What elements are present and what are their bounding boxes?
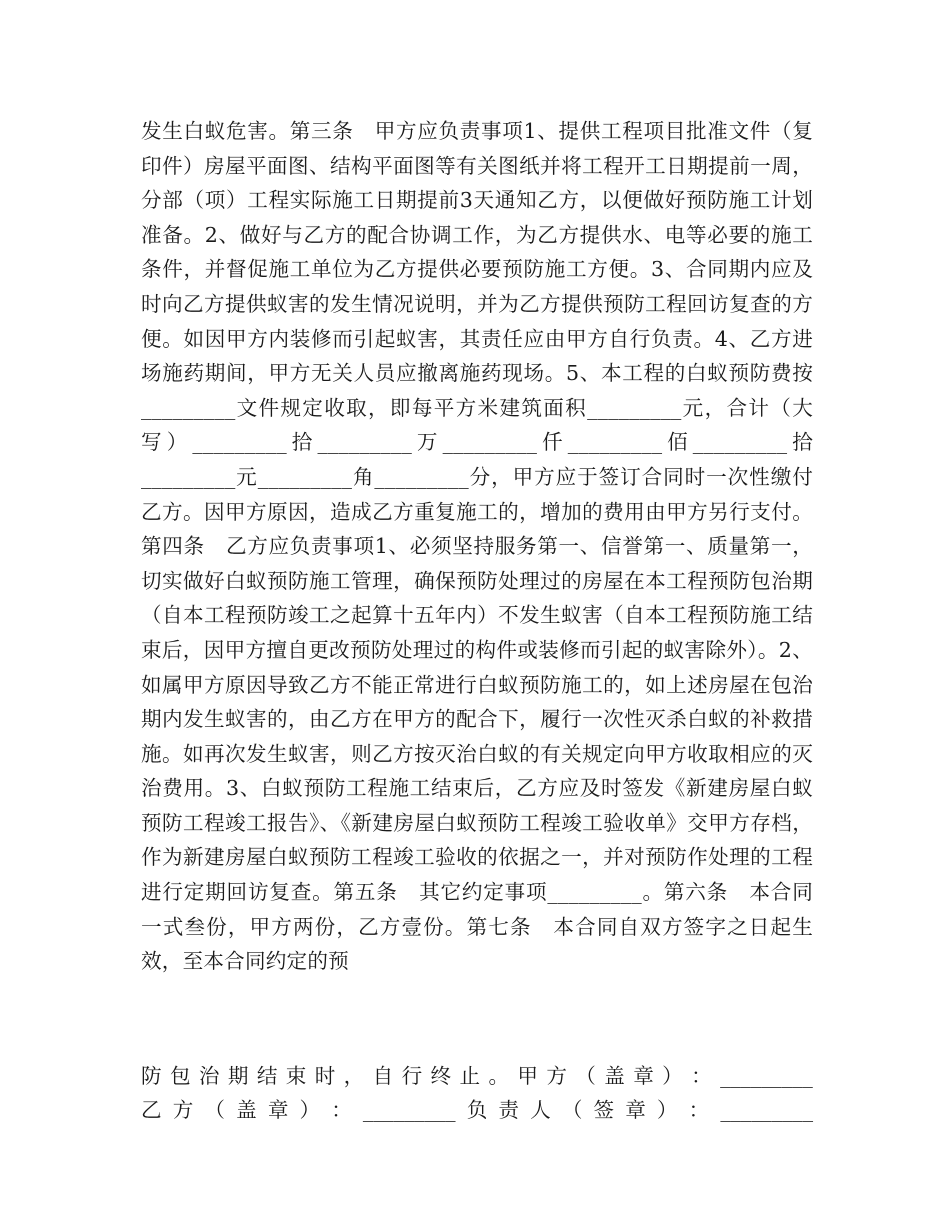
sign-char: （ (575, 1064, 596, 1088)
sign-char: 方 (172, 1098, 194, 1122)
sign-char: 治 (198, 1064, 220, 1088)
sign-char: （ (204, 1098, 225, 1122)
sign-char: ） (299, 1098, 321, 1122)
sign-char: 方 (546, 1064, 567, 1088)
sign-char: 结 (256, 1064, 278, 1088)
sign-char: ） (656, 1098, 678, 1122)
sign-char: 盖 (236, 1098, 257, 1122)
sign-char: 章 (625, 1098, 646, 1122)
sign-char: 章 (267, 1098, 289, 1122)
sign-char: 人 (530, 1098, 551, 1122)
sign-char: 责 (498, 1098, 519, 1122)
sign-char: 盖 (604, 1064, 625, 1088)
sign-char: 甲 (517, 1064, 538, 1088)
responsible-signature-blank: _________ (720, 1098, 813, 1122)
sign-char: 签 (593, 1098, 615, 1122)
sign-char: 乙 (141, 1098, 162, 1122)
sign-char: ： (331, 1098, 352, 1122)
sign-char: 章 (633, 1064, 654, 1088)
sign-char: ） (662, 1064, 683, 1088)
sign-char: 防 (141, 1064, 162, 1088)
signature-line-party-a (141, 1059, 813, 1094)
sign-char: 负 (466, 1098, 488, 1122)
party-a-seal-blank: _________ (720, 1064, 813, 1088)
sign-char: 期 (227, 1064, 249, 1088)
sign-char: 时 (314, 1064, 336, 1088)
sign-char: ： (691, 1064, 712, 1088)
sign-char: 行 (401, 1064, 423, 1088)
sign-char: 束 (285, 1064, 307, 1088)
sign-char: （ (561, 1098, 583, 1122)
signature-line-party-b (141, 1093, 813, 1128)
sign-char: 包 (169, 1064, 191, 1088)
sign-char: ： (688, 1098, 710, 1122)
contract-body-text: 发生白蚁危害。第三条 甲方应负责事项1、提供工程项目批准文件（复印件）房屋平面图、结构平面图等有关图纸并将工程开工日期提前一周，分部（项）工程实际施工日期提前3天通知乙方，以便做好预防施工计划准备。2、做好与乙方的配合协调工作，为乙方提供水、电等必要的施工条件，并督促施工单位为乙方提供必要预防施工方便。3、合同期内应及时向乙方提供蚁害的发生情况说明，并为乙方提供预防工程回访复查的方便。如因甲方内装修而引起蚁害，其责任应由甲方自行负责。4、乙方进场施药期间，甲方无关人员应撤离施药现场。5、本工程的白蚁预防费按_________文件规定收取，即每平方米建筑面积_________元，合计（大写）_________拾_________万_________仟_________佰_________拾_________元_________角_________分，甲方应于签订合同时一次性缴付乙方。因甲方原因，造成乙方重复施工的，增加的费用由甲方另行支付。第四条 乙方应负责事项1、必须坚持服务第一、信誉第一、质量第一，切实做好白蚁预防施工管理，确保预防处理过的房屋在本工程预防包治期（自本工程预防竣工之起算十五年内）不发生蚁害（自本工程预防施工结束后，因甲方擅自更改预防处理过的构件或装修而引起的蚁害除外）。2、如属甲方原因导致乙方不能正常进行白蚁预防施工的，如上述房屋在包治期内发生蚁害的，由乙方在甲方的配合下，履行一次性灭杀白蚁的补救措施。如再次发生蚁害，则乙方按灭治白蚁的有关规定向甲方收取相应的灭治费用。3、白蚁预防工程施工结束后，乙方应及时签发《新建房屋白蚁预防工程竣工报告》、《新建房屋白蚁预防工程竣工验收单》交甲方存档，作为新建房屋白蚁预防工程竣工验收的依据之一，并对预防作处理的工程进行定期回访复查。第五条 其它约定事项_________。第六条 本合同一式叁份，甲方两份，乙方壹份。第七条 本合同自双方签字之日起生效，至本合同约定的预 (141, 119, 813, 974)
sign-char: 。 (488, 1064, 510, 1088)
party-b-seal-blank: _________ (362, 1098, 456, 1122)
sign-char: 终 (430, 1064, 452, 1088)
sign-char: ， (343, 1064, 365, 1088)
sign-char: 止 (459, 1064, 481, 1088)
sign-char: 自 (372, 1064, 394, 1088)
